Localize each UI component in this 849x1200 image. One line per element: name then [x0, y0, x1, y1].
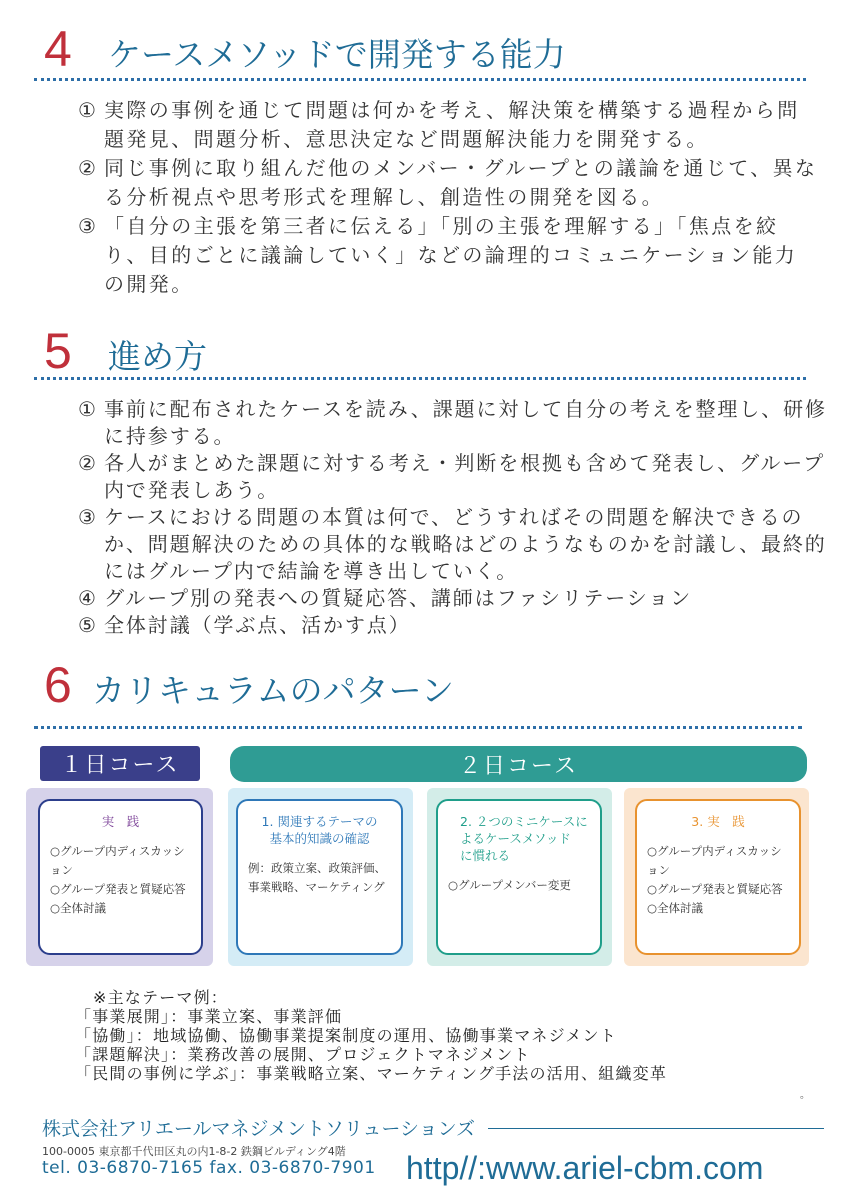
card-two-day-practice — [635, 799, 801, 955]
section-5-number: 5 — [44, 323, 72, 379]
list-item: ② 同じ事例に取り組んだ他のメンバー・グループとの議論を通じて、異なる分析視点や思考形式を理解し、創造性の開発を図る。 — [78, 156, 818, 209]
theme-examples — [75, 988, 667, 1083]
card-basic-knowledge — [236, 799, 403, 955]
card-one-day-practice — [38, 799, 203, 955]
list-item: ① 事前に配布されたケースを読み、課題に対して自分の考えを整理し、研修に持参する。 — [78, 397, 827, 448]
section-4-heading — [44, 21, 566, 77]
list-item: ④ グループ別の発表への質疑応答、講師はファシリテーション — [78, 586, 693, 610]
section-5-list — [78, 396, 828, 639]
theme-heading: ※主なテーマ例： — [93, 988, 229, 1007]
section-4-number: 4 — [44, 21, 72, 77]
company-name: 株式会社アリエールマネジメントソリューションズ — [42, 1118, 476, 1140]
section-6-divider — [34, 726, 802, 729]
theme-line: 「課題解決」：業務改善の展開、プロジェクトマネジメント — [75, 1045, 531, 1064]
one-day-course-tab: １日コース — [40, 746, 200, 781]
section-4-list — [78, 96, 818, 299]
card-title: 3. 実 践 — [691, 814, 745, 829]
section-6-heading — [44, 657, 455, 713]
card-title: 実 践 — [101, 814, 140, 829]
list-item: ① 実際の事例を通じて問題は何かを考え、解決策を構築する過程から問題発見、問題分析、意思決定など問題解決能力を開発する。 — [78, 98, 800, 151]
card-body: 例：政策立案、政策評価、 事業戦略、マーケティング — [248, 861, 386, 894]
card-body: ○グループメンバー変更 — [448, 878, 571, 892]
theme-line: 「事業展開」：事業立案、事業評価 — [75, 1007, 343, 1026]
card-mini-cases — [436, 799, 602, 955]
section-5-title: 進め方 — [108, 337, 207, 376]
footer-rule — [488, 1128, 824, 1129]
section-4-divider — [34, 78, 806, 81]
two-day-course-tab: ２日コース — [230, 746, 807, 782]
contact-phone-fax: tel. 03-6870-7165 fax. 03-6870-7901 — [42, 1158, 376, 1178]
section-4-title: ケースメソッドで開発する能力 — [108, 35, 566, 74]
list-item: ③ ケースにおける問題の本質は何で、どうすればその問題を解決できるのか、問題解決のための具体的な戦略はどのようなものかを討議し、最終的にはグループ内で結論を導き出していく。 — [78, 505, 827, 583]
card-body: ○グループ内ディスカッション ○グループ発表と質疑応答 ○全体討議 — [647, 844, 783, 915]
list-item: ⑤ 全体討議（学ぶ点、活かす点） — [78, 613, 411, 637]
section-6-number: 6 — [44, 657, 72, 713]
trailing-mark: 。 — [800, 1090, 810, 1101]
company-address: 100-0005 東京都千代田区丸の内1-8-2 鉄鋼ビルディング4階 — [42, 1145, 346, 1158]
list-item: ② 各人がまとめた課題に対する考え・判断を根拠も含めて発表し、グループ内で発表しあう。 — [78, 451, 826, 502]
website-link[interactable]: http//:www.ariel-cbm.com — [406, 1150, 764, 1186]
theme-line: 「民間の事例に学ぶ」：事業戦略立案、マーケティング手法の活用、組織変革 — [75, 1064, 668, 1083]
list-item: ③ 「自分の主張を第三者に伝える」「別の主張を理解する」「焦点を絞り、目的ごとに議論していく」などの論理的コミュニケーション能力の開発。 — [78, 214, 798, 296]
card-body: ○グループ内ディスカッション ○グループ発表と質疑応答 ○全体討議 — [50, 844, 186, 915]
card-title: 2. ２つのミニケースに よるケースメソッド に慣れる — [460, 814, 588, 863]
section-6-title: カリキュラムのパターン — [92, 671, 455, 710]
theme-line: 「協働」：地域協働、協働事業提案制度の運用、協働事業マネジメント — [75, 1026, 617, 1045]
card-title: 1. 関連するテーマの 基本的知識の確認 — [261, 814, 378, 846]
section-5-heading — [44, 323, 207, 379]
section-5-divider — [34, 377, 806, 380]
